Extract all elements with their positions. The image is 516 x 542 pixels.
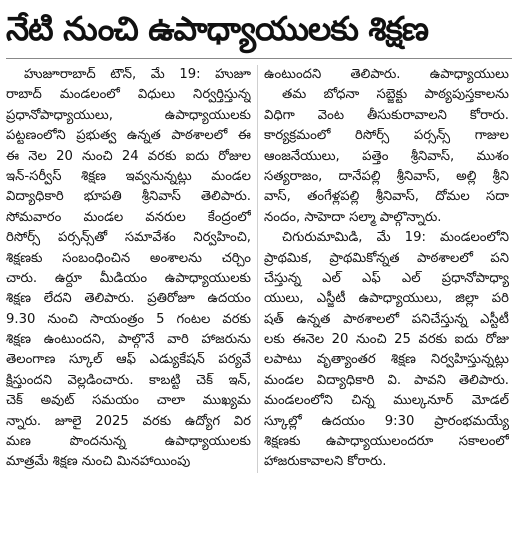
column-right xyxy=(258,65,509,473)
column-line: శిక్షణ ఉంటుందని, పాల్గొనే వారి హాజరును xyxy=(6,332,251,348)
column-line: క్షిస్తుందని వెల్లడించారు. కాబట్టి చెక్ ఇన్, xyxy=(6,372,251,388)
column-line: చెక్ అవుట్ సమయం చాలా ముఖ్యమ xyxy=(6,393,251,409)
column-line: మణ పొందనున్న ఉపాధ్యాయులకు xyxy=(6,434,251,450)
column-line: ప్రధానోపాధ్యాయులు, ఉపాధ్యాయులకు xyxy=(6,107,251,123)
column-line: హుజూరాబాద్ టౌన్, మే 19: హుజూ xyxy=(24,67,251,82)
column-line: పట్టణంలోని ప్రభుత్వ ఉన్నత పాఠశాలలో ఈ xyxy=(6,128,251,144)
headline-rule xyxy=(6,58,512,59)
column-line: న్నారు. జూలై 2025 వరకు ఉద్యోగ విర xyxy=(6,413,251,429)
column-line: ఉంటుందని తెలిపారు. ఉపాధ్యాయులు xyxy=(264,67,509,82)
article-body xyxy=(6,65,512,473)
column-line: శిక్షణకు ఉపాధ్యాయులందరూ సకాలంలో xyxy=(264,434,509,450)
column-line: లపాటు వృత్యాంతర శిక్షణ నిర్వహిస్తున్నట్లు xyxy=(264,352,509,368)
column-line: రాబాద్ మండలంలో విధులు నిర్వర్తిస్తున్న xyxy=(6,87,251,103)
column-line: వాస్, తంగేళ్లపల్లి శ్రీనివాస్, దోమల సదా xyxy=(264,189,509,205)
column-line: ఇన్-సర్వీస్ శిక్షణ ఇవ్వనున్నట్లు మండల xyxy=(6,168,251,184)
column-line: తెలంగాణ స్కూల్ ఆఫ్ ఎడ్యుకేషన్ పర్యవే xyxy=(6,352,251,368)
column-line: మండల విద్యాధికారి వి. పావని తెలిపారు. xyxy=(264,372,509,388)
column-line: మాత్రమే శిక్షణ నుంచి మినహాయింపు xyxy=(6,454,191,470)
column-line: శిక్షణ లేదని తెలిపారు. ప్రతిరోజూ ఉదయం xyxy=(6,291,251,307)
headline: నేటి నుంచి ఉపాధ్యాయులకు శిక్షణ xyxy=(6,9,429,48)
column-line: విద్యాధికారి భూపతి శ్రీనివాస్ తెలిపారు. xyxy=(6,189,251,205)
column-line: యులు, ఎస్జీటీ ఉపాధ్యాయులు, జిల్లా పరి xyxy=(264,291,509,307)
column-line: ప్రాథమిక, ప్రాథమికోన్నత పాఠశాలలో పని xyxy=(264,250,509,266)
column-left xyxy=(6,65,257,473)
column-line: సత్యరాజం, దానేపల్లి శ్రీనివాస్, అల్లి శ్రీని xyxy=(264,168,509,184)
column-line: చిగురుమామిడి, మే 19: మండలంలోని xyxy=(282,230,509,246)
column-line: లకు ఈనెల 20 నుంచి 25 వరకు ఐదు రోజు xyxy=(264,332,509,348)
column-line: ఆంజనేయులు, పత్తెం శ్రీనివాస్, ముశం xyxy=(264,148,509,164)
column-line: తమ బోధనా సబ్జెక్టు పాఠ్యపుస్తకాలను xyxy=(282,87,509,103)
column-line: సోమవారం మండల వనరుల కేంద్రంలో xyxy=(6,209,251,225)
column-line: కార్యక్రమంలో రిసోర్స్ పర్సన్స్ గాజుల xyxy=(264,128,509,144)
column-line: చేస్తున్న ఎల్ ఎఫ్ ఎల్ ప్రధానోపాధ్యా xyxy=(264,270,509,286)
column-line: షత్ ఉన్నత పాఠశాలలో పనిచేస్తున్న ఎస్టీటీ xyxy=(264,311,509,327)
column-line: రిసోర్స్ పర్సన్స్‌తో సమావేశం నిర్వహించి, xyxy=(6,230,251,246)
column-line: ఈ నెల 20 నుంచి 24 వరకు ఐదు రోజుల xyxy=(6,148,251,164)
column-line: స్కూల్లో ఉదయం 9:30 ప్రారంభమయ్యే xyxy=(264,413,509,429)
column-line: హాజరుకావాలని కోరారు. xyxy=(264,454,387,470)
column-line: శిక్షణకు సంబంధించిన అంశాలను చర్చిం xyxy=(6,250,251,266)
column-line: నందం, సాహెదా సల్మా పాల్గొన్నారు. xyxy=(264,209,442,225)
column-line: మండలంలోని చిన్న ముల్కనూర్ మోడల్ xyxy=(264,393,509,409)
column-line: విధిగా వెంట తీసుకురావాలని కోరారు. xyxy=(264,107,509,123)
column-line: చారు. ఉర్దూ మీడియం ఉపాధ్యాయులకు xyxy=(6,270,251,286)
column-line: 9.30 నుంచి సాయంత్రం 5 గంటల వరకు xyxy=(6,311,251,327)
